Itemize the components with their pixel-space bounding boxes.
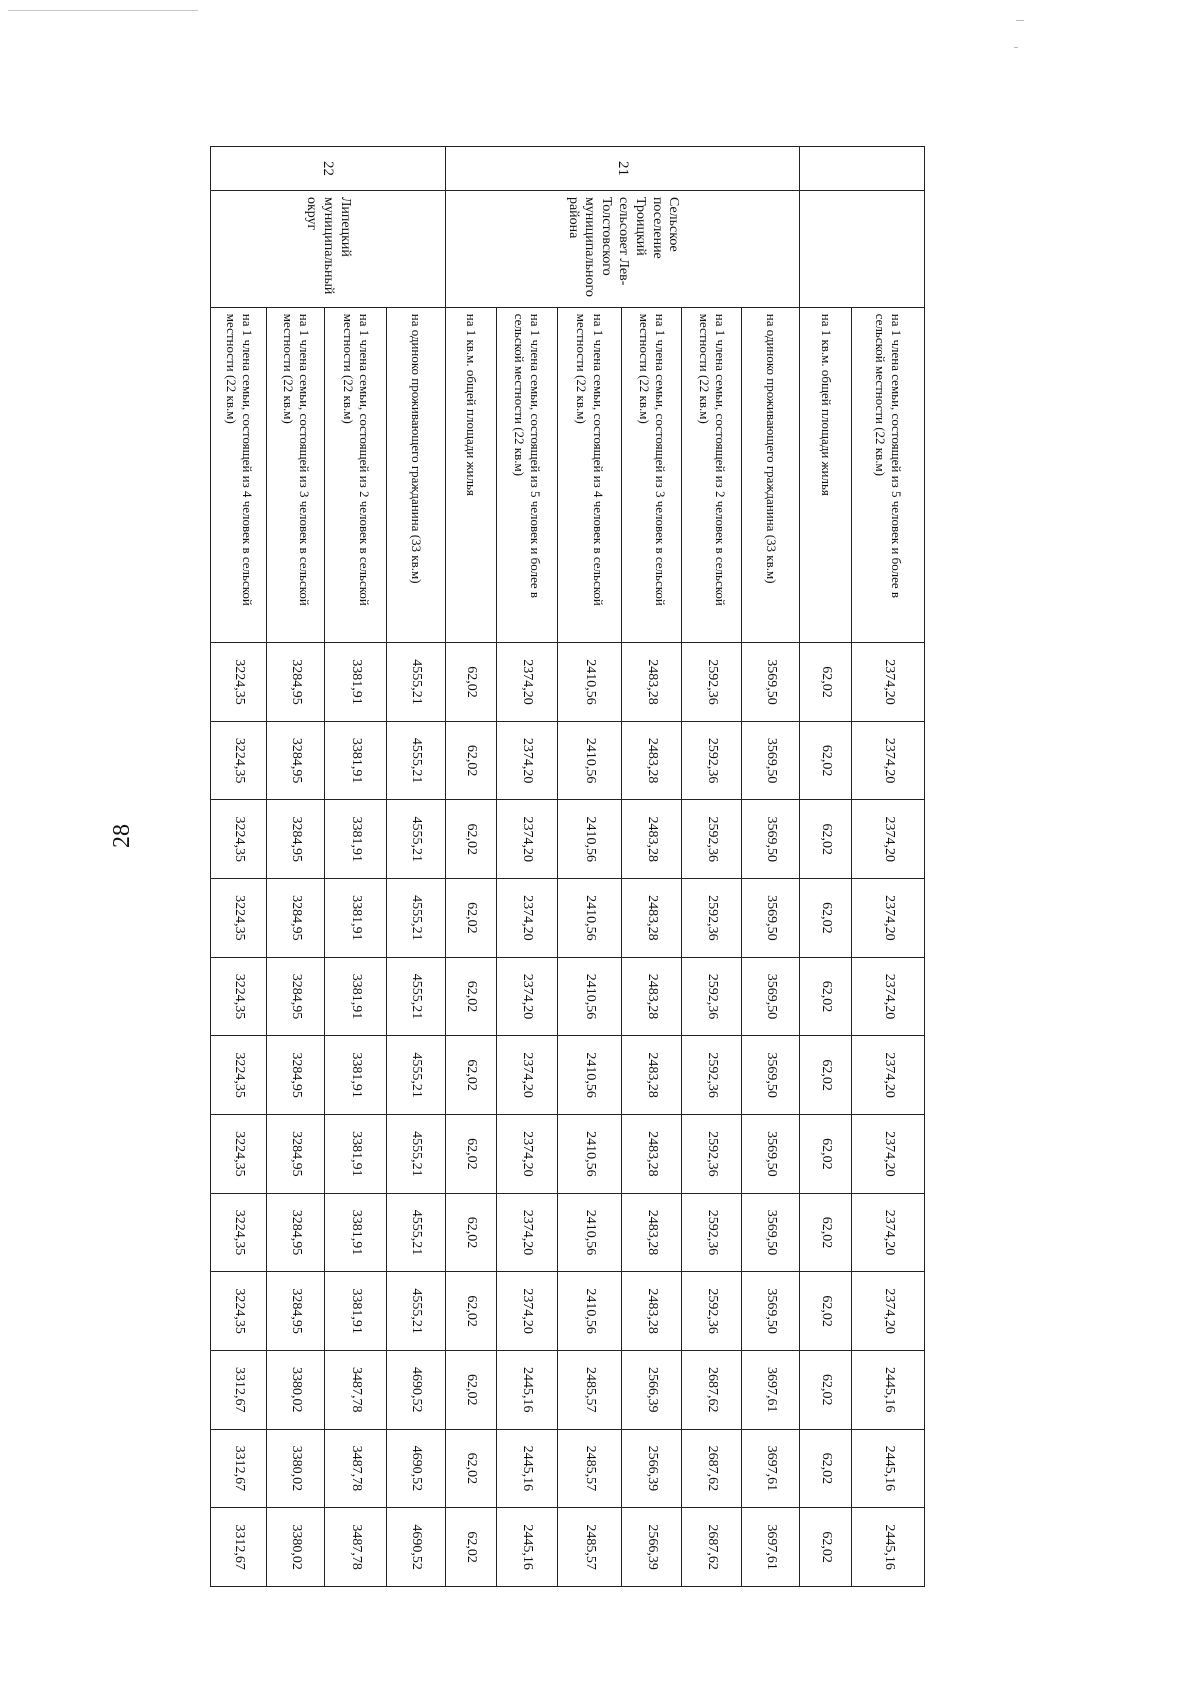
value-cell: 2374,20 bbox=[852, 721, 925, 800]
value-cell: 2374,20 bbox=[497, 1036, 557, 1115]
value-cell: 2687,62 bbox=[682, 1429, 742, 1508]
value-cell: 2374,20 bbox=[497, 1193, 557, 1272]
table-row bbox=[497, 147, 557, 1587]
value-cell: 3487,78 bbox=[325, 1508, 387, 1587]
value-cell: 3569,50 bbox=[742, 1036, 800, 1115]
value-cell: 4555,21 bbox=[387, 1115, 445, 1194]
value-cell: 3569,50 bbox=[742, 1115, 800, 1194]
value-cell: 3284,95 bbox=[267, 1115, 325, 1194]
row-number-cell: 21 bbox=[445, 147, 800, 191]
value-cell: 62,02 bbox=[800, 1115, 852, 1194]
value-cell: 2485,57 bbox=[557, 1350, 621, 1429]
value-cell: 62,02 bbox=[800, 1508, 852, 1587]
table-row bbox=[325, 147, 387, 1587]
value-cell: 62,02 bbox=[800, 1429, 852, 1508]
value-cell: 62,02 bbox=[445, 800, 497, 879]
value-cell: 2374,20 bbox=[497, 1115, 557, 1194]
value-cell: 4555,21 bbox=[387, 721, 445, 800]
value-cell: 3380,02 bbox=[267, 1350, 325, 1429]
value-cell: 3224,35 bbox=[211, 721, 267, 800]
value-cell: 2374,20 bbox=[852, 800, 925, 879]
value-cell: 4555,21 bbox=[387, 1193, 445, 1272]
value-cell: 62,02 bbox=[800, 1036, 852, 1115]
value-cell: 3284,95 bbox=[267, 643, 325, 722]
value-cell: 4690,52 bbox=[387, 1429, 445, 1508]
page-number: 28 bbox=[109, 824, 135, 848]
table-row bbox=[557, 147, 621, 1587]
norm-description-cell: на 1 члена семьи, состоящей из 5 человек и более в сельской местности (22 кв.м) bbox=[852, 307, 925, 642]
table-body bbox=[211, 147, 925, 1587]
value-cell: 62,02 bbox=[800, 643, 852, 722]
row-number-cell: 22 bbox=[211, 147, 446, 191]
value-cell: 3487,78 bbox=[325, 1429, 387, 1508]
value-cell: 2410,56 bbox=[557, 957, 621, 1036]
value-cell: 3697,61 bbox=[742, 1350, 800, 1429]
value-cell: 62,02 bbox=[445, 1429, 497, 1508]
table-row bbox=[682, 147, 742, 1587]
value-cell: 2483,28 bbox=[622, 643, 682, 722]
value-cell: 2445,16 bbox=[852, 1350, 925, 1429]
value-cell: 3381,91 bbox=[325, 721, 387, 800]
value-cell: 3381,91 bbox=[325, 879, 387, 958]
value-cell: 3224,35 bbox=[211, 1272, 267, 1351]
value-cell: 62,02 bbox=[445, 1272, 497, 1351]
value-cell: 2483,28 bbox=[622, 1272, 682, 1351]
value-cell: 62,02 bbox=[445, 721, 497, 800]
value-cell: 2410,56 bbox=[557, 1115, 621, 1194]
value-cell: 3284,95 bbox=[267, 721, 325, 800]
value-cell: 3569,50 bbox=[742, 957, 800, 1036]
value-cell: 3224,35 bbox=[211, 879, 267, 958]
value-cell: 4555,21 bbox=[387, 957, 445, 1036]
table-row bbox=[387, 147, 445, 1587]
value-cell: 2592,36 bbox=[682, 1193, 742, 1272]
value-cell: 2374,20 bbox=[497, 800, 557, 879]
value-cell: 2592,36 bbox=[682, 1272, 742, 1351]
value-cell: 3381,91 bbox=[325, 1193, 387, 1272]
value-cell: 2374,20 bbox=[852, 1193, 925, 1272]
value-cell: 3312,67 bbox=[211, 1508, 267, 1587]
table-row bbox=[267, 147, 325, 1587]
value-cell: 4555,21 bbox=[387, 800, 445, 879]
value-cell: 2566,39 bbox=[622, 1508, 682, 1587]
value-cell: 2592,36 bbox=[682, 957, 742, 1036]
value-cell: 3284,95 bbox=[267, 1036, 325, 1115]
value-cell: 3381,91 bbox=[325, 1036, 387, 1115]
value-cell: 2410,56 bbox=[557, 800, 621, 879]
value-cell: 3224,35 bbox=[211, 643, 267, 722]
value-cell: 2374,20 bbox=[852, 1115, 925, 1194]
norm-description-cell: на 1 члена семьи, состоящей из 4 человек в сельской местности (22 кв.м) bbox=[557, 307, 621, 642]
value-cell: 3381,91 bbox=[325, 643, 387, 722]
value-cell: 2483,28 bbox=[622, 800, 682, 879]
norm-description-cell: на 1 кв.м. общей площади жилья bbox=[445, 307, 497, 642]
value-cell: 3569,50 bbox=[742, 1272, 800, 1351]
value-cell: 2374,20 bbox=[852, 957, 925, 1036]
value-cell: 62,02 bbox=[800, 1272, 852, 1351]
value-cell: 2687,62 bbox=[682, 1350, 742, 1429]
value-cell: 62,02 bbox=[445, 1508, 497, 1587]
municipality-cell: Липецкий муниципальный округ bbox=[211, 190, 446, 307]
value-cell: 2374,20 bbox=[497, 643, 557, 722]
norm-description-cell: на 1 кв.м. общей площади жилья bbox=[800, 307, 852, 642]
value-cell: 62,02 bbox=[445, 1193, 497, 1272]
value-cell: 2374,20 bbox=[852, 879, 925, 958]
value-cell: 4555,21 bbox=[387, 879, 445, 958]
value-cell: 3224,35 bbox=[211, 1115, 267, 1194]
value-cell: 3381,91 bbox=[325, 800, 387, 879]
value-cell: 2374,20 bbox=[497, 721, 557, 800]
value-cell: 2592,36 bbox=[682, 721, 742, 800]
value-cell: 62,02 bbox=[445, 879, 497, 958]
value-cell: 62,02 bbox=[800, 879, 852, 958]
scan-artifact-mark bbox=[1014, 47, 1018, 48]
value-cell: 3569,50 bbox=[742, 643, 800, 722]
value-cell: 4555,21 bbox=[387, 1036, 445, 1115]
value-cell: 2445,16 bbox=[852, 1429, 925, 1508]
value-cell: 3380,02 bbox=[267, 1508, 325, 1587]
rotated-table-container bbox=[210, 146, 925, 1587]
value-cell: 2374,20 bbox=[497, 1272, 557, 1351]
value-cell: 62,02 bbox=[800, 800, 852, 879]
norm-description-cell: на 1 члена семьи, состоящей из 2 человек в сельской местности (22 кв.м) bbox=[682, 307, 742, 642]
value-cell: 3284,95 bbox=[267, 800, 325, 879]
value-cell: 62,02 bbox=[445, 1350, 497, 1429]
value-cell: 2485,57 bbox=[557, 1508, 621, 1587]
norm-description-cell: на 1 члена семьи, состоящей из 3 человек в сельской местности (22 кв.м) bbox=[622, 307, 682, 642]
value-cell: 2483,28 bbox=[622, 721, 682, 800]
value-cell: 2592,36 bbox=[682, 643, 742, 722]
table-row bbox=[852, 147, 925, 1587]
norm-description-cell: на одиноко проживающего гражданина (33 кв.м) bbox=[387, 307, 445, 642]
value-cell: 3569,50 bbox=[742, 879, 800, 958]
value-cell: 62,02 bbox=[445, 643, 497, 722]
value-cell: 2374,20 bbox=[497, 879, 557, 958]
table-row bbox=[445, 147, 497, 1587]
value-cell: 62,02 bbox=[800, 957, 852, 1036]
value-cell: 3697,61 bbox=[742, 1508, 800, 1587]
value-cell: 4690,52 bbox=[387, 1508, 445, 1587]
value-cell: 4555,21 bbox=[387, 643, 445, 722]
value-cell: 2592,36 bbox=[682, 1115, 742, 1194]
norm-description-cell: на 1 члена семьи, состоящей из 2 человек в сельской местности (22 кв.м) bbox=[325, 307, 387, 642]
municipality-cell bbox=[800, 190, 925, 307]
value-cell: 3284,95 bbox=[267, 879, 325, 958]
value-cell: 3224,35 bbox=[211, 957, 267, 1036]
value-cell: 2566,39 bbox=[622, 1429, 682, 1508]
value-cell: 3284,95 bbox=[267, 1193, 325, 1272]
value-cell: 3569,50 bbox=[742, 1193, 800, 1272]
value-cell: 2592,36 bbox=[682, 1036, 742, 1115]
value-cell: 3312,67 bbox=[211, 1429, 267, 1508]
value-cell: 4690,52 bbox=[387, 1350, 445, 1429]
value-cell: 2592,36 bbox=[682, 879, 742, 958]
table-row bbox=[211, 147, 267, 1587]
value-cell: 3697,61 bbox=[742, 1429, 800, 1508]
value-cell: 62,02 bbox=[445, 957, 497, 1036]
table-row bbox=[800, 147, 852, 1587]
value-cell: 3284,95 bbox=[267, 1272, 325, 1351]
value-cell: 3569,50 bbox=[742, 721, 800, 800]
table-row bbox=[622, 147, 682, 1587]
value-cell: 3380,02 bbox=[267, 1429, 325, 1508]
row-number-cell bbox=[800, 147, 925, 191]
value-cell: 2483,28 bbox=[622, 1036, 682, 1115]
value-cell: 2374,20 bbox=[852, 643, 925, 722]
value-cell: 3284,95 bbox=[267, 957, 325, 1036]
value-cell: 2445,16 bbox=[497, 1508, 557, 1587]
norm-description-cell: на одиноко проживающего гражданина (33 кв.м) bbox=[742, 307, 800, 642]
value-cell: 2445,16 bbox=[497, 1350, 557, 1429]
value-cell: 2374,20 bbox=[497, 957, 557, 1036]
value-cell: 3224,35 bbox=[211, 1036, 267, 1115]
value-cell: 2592,36 bbox=[682, 800, 742, 879]
value-cell: 2410,56 bbox=[557, 1036, 621, 1115]
value-cell: 2374,20 bbox=[852, 1272, 925, 1351]
norm-description-cell: на 1 члена семьи, состоящей из 5 человек и более в сельской местности (22 кв.м) bbox=[497, 307, 557, 642]
scan-artifact-mark bbox=[1016, 20, 1024, 21]
value-cell: 2410,56 bbox=[557, 1193, 621, 1272]
value-cell: 62,02 bbox=[800, 1350, 852, 1429]
value-cell: 3569,50 bbox=[742, 800, 800, 879]
value-cell: 2483,28 bbox=[622, 879, 682, 958]
value-cell: 2485,57 bbox=[557, 1429, 621, 1508]
value-cell: 3381,91 bbox=[325, 1272, 387, 1351]
value-cell: 2566,39 bbox=[622, 1350, 682, 1429]
norm-description-cell: на 1 члена семьи, состоящей из 3 человек в сельской местности (22 кв.м) bbox=[267, 307, 325, 642]
value-cell: 2483,28 bbox=[622, 1193, 682, 1272]
value-cell: 3224,35 bbox=[211, 1193, 267, 1272]
value-cell: 3224,35 bbox=[211, 800, 267, 879]
value-cell: 62,02 bbox=[445, 1115, 497, 1194]
value-cell: 3381,91 bbox=[325, 1115, 387, 1194]
norm-description-cell: на 1 члена семьи, состоящей из 4 человек в сельской местности (22 кв.м) bbox=[211, 307, 267, 642]
value-cell: 2410,56 bbox=[557, 721, 621, 800]
municipality-cell: Сельское поселение Троицкий сельсовет Лев-Толстовского муниципального района bbox=[445, 190, 800, 307]
value-cell: 62,02 bbox=[800, 721, 852, 800]
value-cell: 2445,16 bbox=[497, 1429, 557, 1508]
value-cell: 2410,56 bbox=[557, 879, 621, 958]
value-cell: 2410,56 bbox=[557, 643, 621, 722]
value-cell: 3381,91 bbox=[325, 957, 387, 1036]
value-cell: 2374,20 bbox=[852, 1036, 925, 1115]
value-cell: 2687,62 bbox=[682, 1508, 742, 1587]
tariff-table bbox=[210, 146, 925, 1587]
table-row bbox=[742, 147, 800, 1587]
value-cell: 3487,78 bbox=[325, 1350, 387, 1429]
value-cell: 3312,67 bbox=[211, 1350, 267, 1429]
scan-artifact-line bbox=[8, 10, 198, 11]
value-cell: 2410,56 bbox=[557, 1272, 621, 1351]
value-cell: 62,02 bbox=[445, 1036, 497, 1115]
value-cell: 2483,28 bbox=[622, 1115, 682, 1194]
value-cell: 2483,28 bbox=[622, 957, 682, 1036]
value-cell: 62,02 bbox=[800, 1193, 852, 1272]
value-cell: 4555,21 bbox=[387, 1272, 445, 1351]
value-cell: 2445,16 bbox=[852, 1508, 925, 1587]
